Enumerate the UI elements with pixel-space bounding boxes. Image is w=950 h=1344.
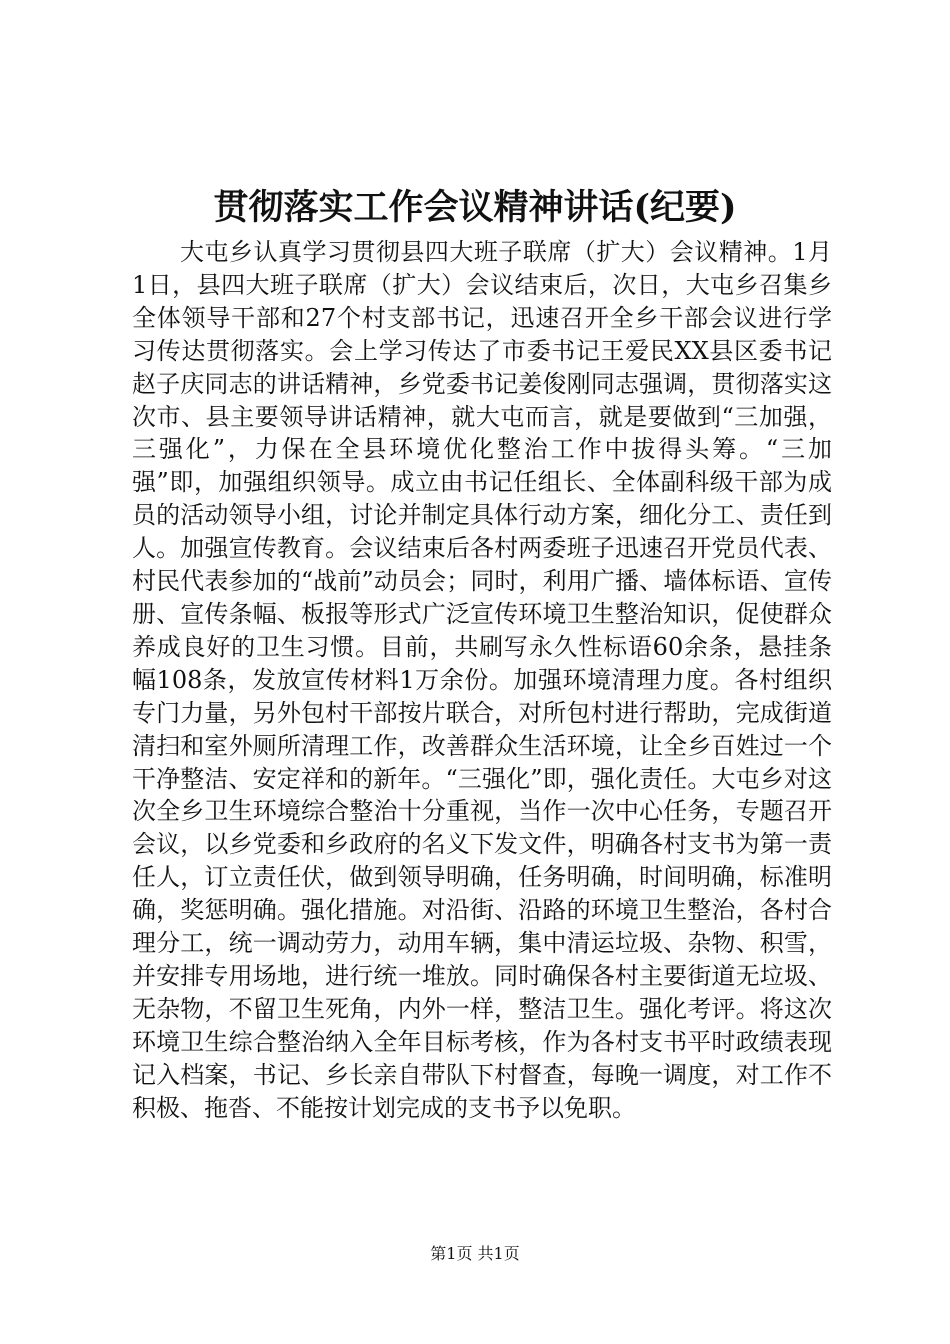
document-title: 贯彻落实工作会议精神讲话(纪要) <box>213 187 737 228</box>
page-footer: 第1页 共1页 <box>430 1244 520 1263</box>
document-body-paragraph: 大屯乡认真学习贯彻县四大班子联席（扩大）会议精神。1月1日，县四大班子联席（扩大）会议结束后，次日，大屯乡召集乡全体领导干部和27个村支部书记，迅速召开全乡干部会议进行学习传达贯彻落实。会上学习传达了市委书记王爱民XX县区委书记赵子庆同志的讲话精神，乡党委书记姜俊刚同志强调，贯彻落实这次市、县主要领导讲话精神，就大屯而言，就是要做到“三加强，三强化”，力保在全县环境优化整治工作中拔得头筹。“三加强”即，加强组织领导。成立由书记任组长、全体副科级干部为成员的活动领导小组，讨论并制定具体行动方案，细化分工、责任到人。加强宣传教育。会议结束后各村两委班子迅速召开党员代表、村民代表参加的“战前”动员会；同时，利用广播、墙体标语、宣传册、宣传条幅、板报等形式广泛宣传环境卫生整治知识，促使群众养成良好的卫生习惯。目前，共刷写永久性标语60余条，悬挂条幅108条，发放宣传材料1万余份。加强环境清理力度。各村组织专门力量，另外包村干部按片联合，对所包村进行帮助，完成街道清扫和室外厕所清理工作，改善群众生活环境，让全乡百姓过一个干净整洁、安定祥和的新年。“三强化”即，强化责任。大屯乡对这次全乡卫生环境综合整治十分重视，当作一次中心任务，专题召开会议，以乡党委和乡政府的名义下发文件，明确各村支书为第一责任人，订立责任伏，做到领导明确，任务明确，时间明确，标准明确，奖惩明确。强化措施。对沿街、沿路的环境卫生整治，各村合理分工，统一调动劳力，动用车辆，集中清运垃圾、杂物、积雪，并安排专用场地，进行统一堆放。同时确保各村主要街道无垃圾、无杂物，不留卫生死角，内外一样，整洁卫生。强化考评。将这次环境卫生综合整治纳入全年目标考核，作为各村支书平时政绩表现记入档案，书记、乡长亲自带队下村督查，每晚一调度，对工作不积极、拖沓、不能按计划完成的支书予以免职。 <box>132 238 832 1122</box>
